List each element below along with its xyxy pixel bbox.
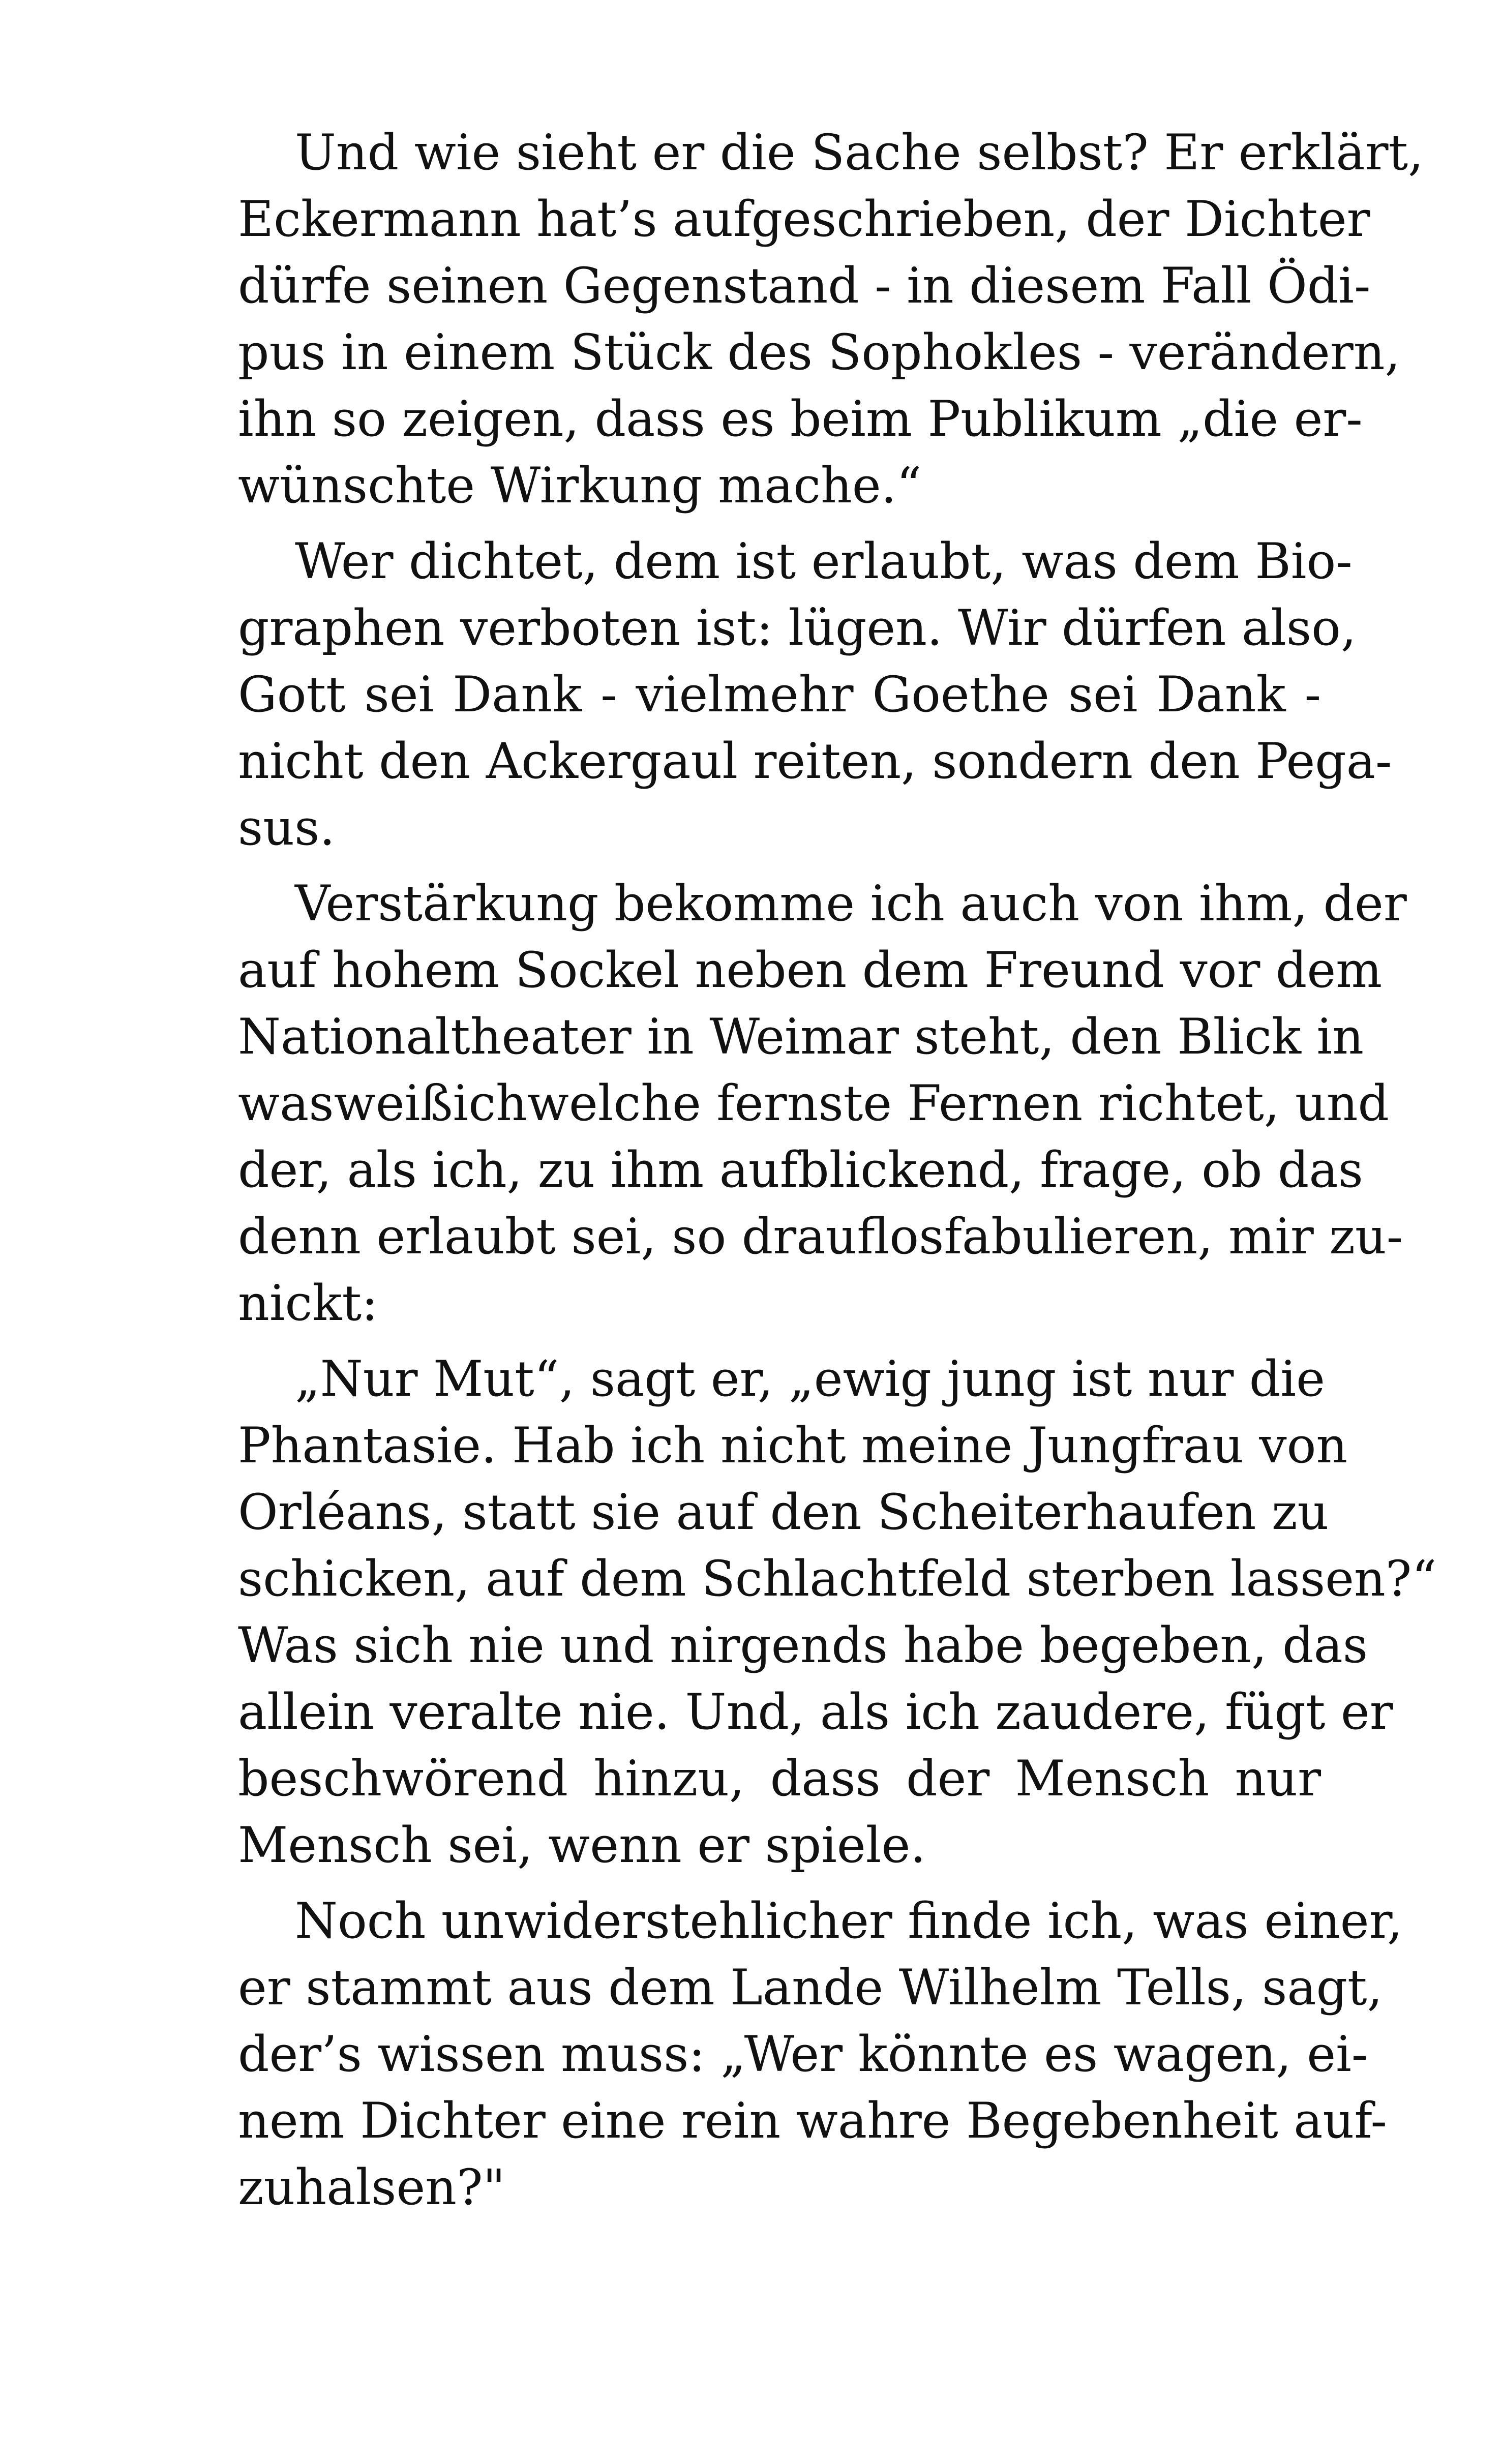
text-line: Verstärkung bekomme ich auch von ihm, der	[295, 875, 1407, 932]
text-line: beschwörend hinzu, dass der Mensch nur	[238, 1750, 1321, 1807]
text-line: Noch unwiderstehlicher finde ich, was einer,	[295, 1892, 1403, 1949]
text-line: sus.	[238, 799, 335, 856]
text-line: schicken, auf dem Schlachtfeld sterben lassen?“	[238, 1550, 1437, 1607]
text-line: denn erlaubt sei, so drauflosfabulieren, mir zu-	[238, 1208, 1403, 1265]
text-line: zuhalsen?"	[238, 2159, 505, 2216]
text-line: wünschte Wirkung mache.“	[238, 457, 922, 514]
text-line: graphen verboten ist: lügen. Wir dürfen also,	[238, 599, 1357, 656]
text-line: auf hohem Sockel neben dem Freund vor dem	[238, 942, 1383, 999]
text-line: dürfe seinen Gegenstand - in diesem Fall Ödi-	[238, 257, 1371, 314]
text-line: Gott sei Dank - vielmehr Goethe sei Dank -	[238, 666, 1321, 723]
text-line: nem Dichter eine rein wahre Begebenheit auf-	[238, 2092, 1387, 2149]
paragraph-1	[238, 119, 1424, 519]
text-line: Orléans, statt sie auf den Scheiterhaufen zu	[238, 1484, 1329, 1541]
text-line: der’s wissen muss: „Wer könnte es wagen, ei-	[238, 2026, 1368, 2083]
text-line: nickt:	[238, 1275, 378, 1332]
text-line: der, als ich, zu ihm aufblickend, frage, ob das	[238, 1141, 1363, 1198]
text-line: wasweißichwelche fernste Fernen richtet, und	[238, 1075, 1389, 1132]
text-line: Wer dichtet, dem ist erlaubt, was dem Bio-	[295, 533, 1353, 590]
text-line: Was sich nie und nirgends habe begeben, das	[238, 1617, 1368, 1674]
text-line: nicht den Ackergaul reiten, sondern den Pega-	[238, 733, 1392, 790]
book-page	[238, 119, 1437, 2221]
text-line: er stammt aus dem Lande Wilhelm Tells, sagt,	[238, 1959, 1383, 2016]
text-line: Mensch sei, wenn er spiele.	[238, 1817, 926, 1874]
text-line: Und wie sieht er die Sache selbst? Er erklärt,	[295, 124, 1424, 181]
paragraph-5	[238, 1888, 1403, 2221]
text-line: Eckermann hat’s aufgeschrieben, der Dichter	[238, 191, 1370, 248]
paragraph-2	[238, 528, 1392, 861]
text-line: Nationaltheater in Weimar steht, den Blick in	[238, 1008, 1364, 1065]
text-line: ihn so zeigen, dass es beim Publikum „die er-	[238, 390, 1363, 447]
text-line: allein veralte nie. Und, als ich zaudere, fügt er	[238, 1684, 1393, 1740]
paragraph-3	[238, 870, 1407, 1337]
text-line: Phantasie. Hab ich nicht meine Jungfrau von	[238, 1417, 1348, 1474]
paragraph-4	[238, 1346, 1437, 1879]
text-line: pus in einem Stück des Sophokles - verändern,	[238, 324, 1401, 381]
text-line: „Nur Mut“, sagt er, „ewig jung ist nur die	[295, 1350, 1325, 1407]
